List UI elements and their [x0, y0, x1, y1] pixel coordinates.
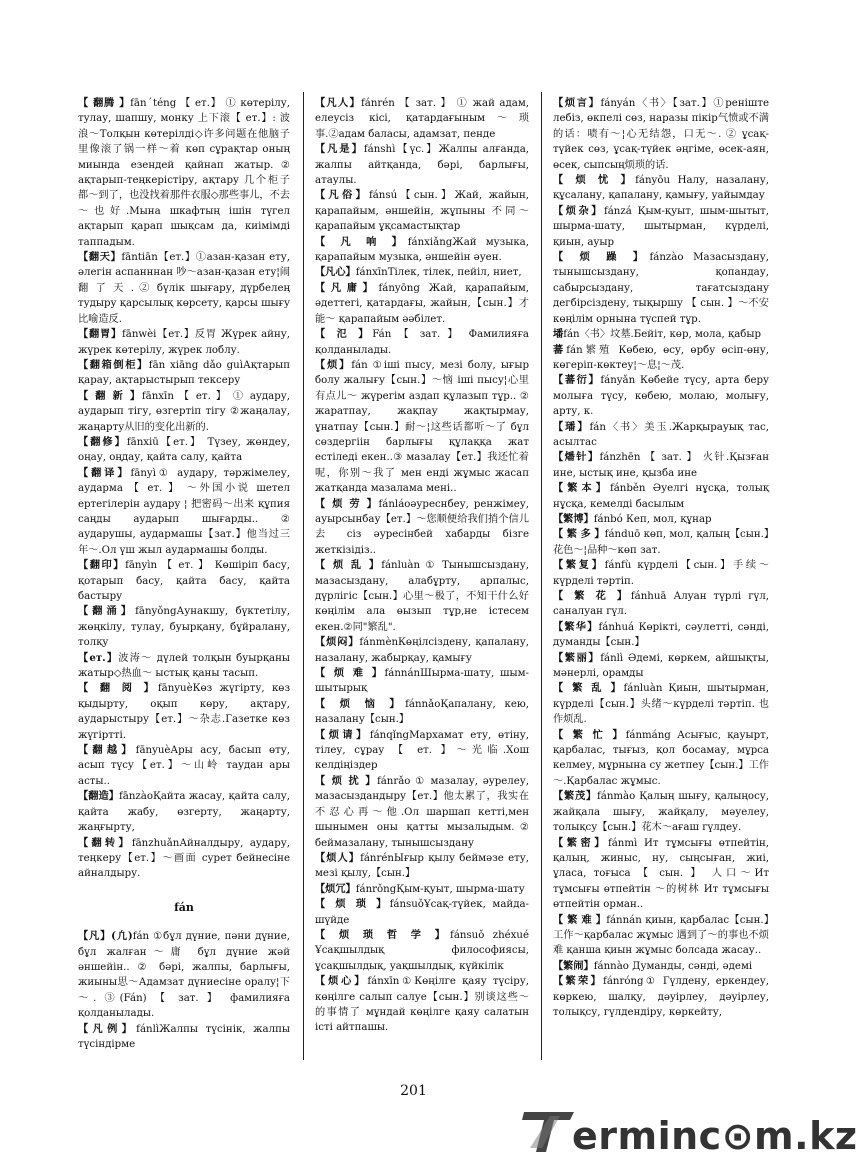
dictionary-entry	[553, 558, 769, 589]
entry-definition: fánmào Қалың шығу, қалыңосу, жайқала шығу, жайқалу, мәуелеу, толықсу【сын.】花木～ағаш гүлдеу.	[553, 791, 770, 834]
entry-headword: 【繁本】	[553, 482, 610, 495]
entry-headword: 【 烦 琐 】	[315, 898, 390, 911]
entry-definition: fányōu Налу, назалану, құсалану, қапалану, қамығу, уайымдау	[553, 175, 770, 202]
entry-definition: fánmì Ит тұмсығы өтпейтін, қалың, жиныс, ну, сыңсыған, жиі, ұласа, тоғыса 【 сын. 】 人口～Ит тұмсығы өтпейтін ～的树林 Ит тұмсығы өтпейтін орман..	[553, 837, 770, 911]
entry-definition: fānxiū【ет.】 Түзеу, жөндеу, оңау, оңдау, қайта салу, қайта	[78, 436, 290, 464]
entry-headword: 【璠】	[553, 420, 590, 433]
entry-definition: fánxīnТілек, тілек, пейіл, ниет,	[355, 267, 522, 279]
entry-definition: fānwèi【ет.】反胃 Жүрек айну, жүрек көтерілу, жүрек лоблу.	[78, 329, 290, 356]
entry-headword: 【翻造】	[78, 790, 119, 803]
entry-headword: 【翻译】	[78, 466, 131, 479]
entry-definition: fánmáng Асығыс, қауырт, қарбалас, тығыз, қол босамау, мұрса келмеу, мұрнына су жетпеу【сын.】工作～.Қарбалас жұмыс.	[553, 729, 770, 787]
entry-headword: 【ет.】	[78, 651, 119, 664]
entry-headword: 【烦请】	[315, 728, 370, 741]
entry-definition: fánrén 【 зат. 】 ① жай адам, елеусіз кісі, қатардағыным～琐事.②адам баласы, адамзат, пенде	[315, 98, 529, 140]
dictionary-entry	[553, 728, 769, 790]
entry-definition: fānxīn 【 ет. 】 ① аудару, аударып тігу, өзгертіп тігу ②жаңалау, жаңарту从旧的变化出新的.	[78, 390, 291, 433]
entry-headword: 【翻修】	[78, 435, 127, 448]
entry-definition: fánshì【үс.】Жалпы алғанда, жалпы айтқанда, бәрі, барлығы, атаулы.	[315, 144, 530, 187]
entry-headword: 【烦闷】	[315, 636, 360, 649]
entry-definition: fán ①іші пысу, мезі болу, ығыр болу жалығу【сын.】～恼 іші пысу¦心里有点儿～ жүрегім аздап құлазып тұр.. ② жаратпау, жақпау жақтырмау, ұнатпау【сын.】耐～¦这些话都听～了 бұл сөздергіін барлығы құлаққа жат естіледі екен..③ мазалау【ет.】我还忙着呢，你别～我了 мен енді жұмыс жасап жатқанда мазалама мені..	[315, 359, 529, 495]
entry-definition: fánxīn①Көңілге қаяу түсіру, көңілге салып салуе【сын.】别谈这些～的事情了 мұндай көңілге қаяу салатын істі айтпашы.	[315, 976, 529, 1034]
entry-headword: 【烦杂】	[553, 204, 604, 217]
dictionary-entry	[315, 897, 529, 928]
entry-definition: fānyǒngАунакшу, бүктетілу, жөңкілу, тулау, буырқану, бұйралану, толқу	[78, 606, 290, 649]
dictionary-entry	[315, 281, 529, 327]
entry-definition: fánrǒngҚым-қуыт, шырма-шату	[355, 883, 525, 895]
entry-headword: 【燔针】	[553, 451, 600, 464]
entry-headword: 【 烦 琐 哲 学 】	[315, 928, 451, 941]
entry-definition: fánbó Кеп, мол, құнар	[593, 513, 712, 525]
entry-definition: fánnào Думанды, сәнді, әдемі	[593, 960, 753, 972]
entry-headword: 【翻胃】	[78, 328, 122, 341]
entry-definition: fánduō көп, мол, қалың【сын.】花色～¦品种～көп зат.	[553, 529, 770, 556]
dictionary-entry	[315, 974, 529, 1036]
dictionary-entry	[315, 851, 529, 882]
dictionary-entry	[78, 1022, 290, 1053]
entry-headword: 【 繁 花 】	[553, 590, 631, 602]
entry-headword: 【凡例】	[78, 1022, 137, 1035]
dictionary-entry	[78, 604, 290, 650]
entry-headword: 【 烦 扰 】	[315, 774, 377, 787]
entry-definition: fánnánШырма-шату, шым-шытырық	[315, 668, 529, 695]
dictionary-entry	[78, 327, 290, 358]
entry-definition: fán ①бұл дүние, пәни дүние, бұл жалған～庸 бұл дүние жәй әншейін.. ② бәрі, жалпы, барлығы, жиыны思～Адамзат дүниесіне оралу¦下～. ③(Fán) 【 зат. 】 фамилияға қолданылады.	[78, 931, 290, 1020]
site-logo	[520, 1108, 857, 1158]
dictionary-entry	[553, 681, 769, 727]
dictionary-entry	[78, 250, 290, 327]
entry-headword: 【繁密】	[553, 836, 608, 849]
dictionary-entry	[78, 836, 290, 882]
dictionary-entry	[315, 728, 529, 774]
dictionary-entry	[553, 420, 769, 451]
entry-definition: fánzhēn 【 зат. 】 火针.Қызған ине, ыстық ине, қызба ине	[553, 452, 770, 479]
dictionary-entry	[315, 497, 529, 559]
entry-definition: fān xiāng dǎo guìАқтарып қарау, ақтарыстырып тексеру	[78, 359, 290, 387]
entry-definition: fánláoәуреснбеу, ренжімеу, ауырсынбау【ет.】～您顺便给我们捎个信儿去 сіз әуресінбей хабарды бізге жеткізідіз..	[315, 498, 529, 556]
dictionary-entry	[553, 789, 769, 835]
dictionary-entry	[78, 466, 290, 558]
entry-headword: 【凡是】	[315, 143, 364, 156]
entry-headword: 【 烦 忧 】	[553, 174, 636, 187]
entry-headword: 【 烦 乱 】	[315, 559, 382, 572]
entry-headword: 【 氾 】	[315, 328, 373, 341]
dictionary-entry	[553, 974, 769, 1020]
entry-definition: fánrǎo ① мазалау, әурелеу, мазасыздандыру【ет.】他太累了，我实在不忍心再～他.Ол шаршап кетті,мен шынымен оны қатты мызалыдым.② беймазалану, тынышсыздану	[315, 775, 530, 849]
entry-headword: 【翻涌】	[78, 605, 136, 618]
entry-headword: 【繁博】	[553, 512, 594, 525]
entry-definition: fánqǐngМархамат ету, өтіну, тілеу, сұрау 【 ет. 】～光临.Хош келдіңіздер	[315, 729, 530, 772]
dictionary-entry	[315, 327, 529, 358]
column-divider	[541, 92, 542, 1060]
dictionary-entry	[553, 250, 769, 327]
dictionary-entry	[553, 343, 769, 374]
dictionary-entry	[78, 929, 290, 1021]
dictionary-entry	[553, 959, 769, 974]
dictionary-entry	[315, 188, 529, 234]
entry-definition: fánluàn ① Тынышсыздану, мазасыздану, алабұрту, арпалыс, дүрлігіс【сын.】心里～极了，不知干什么好 көңілім ала өызып тұр,не істесем екен.②同"繁乱".	[315, 560, 530, 633]
dictionary-entry	[553, 620, 769, 651]
entry-definition: fányǎn Көбейе түсу, арта беру молыға түсу, көбею, молаю, молығу, арту, к.	[553, 375, 769, 418]
dictionary-entry	[553, 373, 769, 419]
entry-headword: 【繁闹】	[553, 959, 594, 972]
entry-headword: 【 繁 多 】	[553, 528, 605, 541]
entry-headword: 【 翻 新 】	[78, 389, 142, 402]
entry-headword: 【凡俗】	[315, 189, 369, 202]
entry-headword: 【 凡 响 】	[315, 235, 408, 248]
entry-definition: fánsuǒҰсақ-түйек, майда-шүйде	[315, 899, 529, 926]
entry-headword: 【凡】(凢)	[78, 930, 133, 943]
entry-definition: fánsú【сын.】Жай, жайын, қарапайым, әншейін, жұпыны 不同～ қарапайым ұқсамастықтар	[315, 190, 529, 233]
entry-headword: 【 烦 劳 】	[315, 497, 379, 510]
entry-headword: 【翻越】	[78, 744, 136, 757]
section-heading: fán	[174, 900, 194, 914]
logo-t-icon	[520, 1108, 578, 1156]
dictionary-entry	[553, 450, 769, 481]
entry-headword: 【烦】	[315, 358, 352, 371]
entry-definition: fánluàn Қиын, шытырман, күрделі【сын.】头绪～күрделі тәртіп. 也作烦乱.	[553, 683, 769, 726]
dictionary-entry	[78, 558, 290, 604]
dictionary-entry	[315, 142, 529, 188]
entry-list	[553, 96, 769, 1020]
dictionary-entry	[553, 527, 769, 558]
dictionary-entry	[78, 358, 290, 389]
entry-definition: fán〈书〉美玉.Жарқырауық тас, асылтас	[553, 421, 770, 448]
dictionary-entry	[315, 666, 529, 697]
entry-headword: 蕃	[553, 343, 567, 356]
entry-definition: fānyuèКөз жүгірту, көз қыдырту, оқып көру, ақтару, аударыстыру【ет.】～杂志.Газетке көз жүгіртті.	[78, 683, 291, 741]
dictionary-entry	[553, 589, 769, 620]
entry-definition: 波涛～ дүлей толқын буырқаны жатыр◇热血～ ыстық қаны тасып.	[78, 652, 291, 680]
entry-definition: fánróng① Гүлдену, еркендеу, көркею, шалқу, дәуірлеу, дәуірлеу, толықсу, гүлдендіру, көркейту,	[553, 976, 770, 1018]
dictionary-entry	[553, 836, 769, 913]
entry-definition: fānyì① аудару, тәржімелеу, аударма 【 ет. 】 ～外国小说 шетел ертегілерін аудару ¦ 把密码～出来 құпия саңды аударып шығарды.. ② аударушы, аудармашы【зат.】他当过三年～.Ол үш жыл аудармашы болды.	[78, 467, 291, 556]
entry-definition: fányōng Жай, қарапайым, әдеттегі, қатардағы, жайын,【сын.】才能～ қарапайым әәбілет.	[315, 282, 529, 325]
entry-headword: 【翻转】	[78, 836, 132, 849]
dictionary-entry	[553, 204, 769, 250]
entry-headword: 【繁丽】	[553, 651, 601, 664]
entry-definition: fānyuèАры асу, басып өту, асып түсу【ет.】～山岭 таудан ары асты..	[78, 745, 290, 787]
entry-definition: fānˊténg 【 ет.】 ① көтерілу, тулау, шапшу, монку 上下滚【 ет.】: 波浪～Толқын көтерілді◇许多问题在他脑子里像滚了锅一样～着 көп сұрақтар оның миында езендей қайнап жатыр.② ақтарып-теңкерістіру, ақтару 几个柜子都～到了，也没找着那件衣服◇那些事儿，不去～也好.Мына шкафтың ішін түгел ақтарып қарап шықсам да, киімімді таппадым.	[78, 98, 290, 248]
entry-headword: 【繁荣】	[553, 975, 604, 988]
dictionary-entry	[315, 635, 529, 666]
column-divider	[303, 92, 304, 1060]
entry-definition: fánzào Мазасыздану, тынышсыздану, қопандау, сабырсыздану, тағатсыздану дегбірсіздену, тықыршу 【 сын. 】～不安 көңілім орнына түспей тұр.	[553, 252, 770, 325]
entry-headword: 【翻天】	[78, 251, 122, 264]
entry-definition: fánlì Әдемі, көркем, айшықты, мәнерлі, орамды	[553, 652, 770, 680]
entry-definition: fánhuā Алуан түрлі гүл, саналуан гүл.	[553, 591, 770, 618]
dictionary-entry	[553, 327, 769, 342]
entry-definition: fánfù күрделі【сын.】手续～күрделі тәртіп.	[553, 560, 769, 587]
entry-headword: 【凡庸】	[315, 281, 379, 294]
dictionary-entry	[78, 789, 290, 835]
entry-definition: fānzhuǎnАйналдыру, аудару, теңкеру【ет.】～画面 сурет бейнесіне айналдыру.	[78, 837, 290, 880]
entry-headword: 【烦心】	[315, 975, 368, 988]
entry-definition: fānyìn 【 ет. 】 Көшіріп басу, қотарып басу, қайта басу, қайта бастыру	[78, 560, 291, 602]
entry-definition: fánnán қиын, қарбалас【сын.】工作～қарбалас жұмыс 遇到了～的事也不烦难 қанша қиын жұмыс болсада жасау..	[553, 914, 769, 957]
entry-headword: 【翻印】	[78, 559, 126, 572]
dictionary-entry	[315, 697, 529, 728]
entry-definition: fánlìЖалпы түсінік, жалпы түсіндірме	[78, 1023, 290, 1050]
entry-definition: fāntiān【ет.】①азан-қазан ету, әлегін аспанннан 吵～азан-қазан ету¦闹 翻 了 天 . ② бүлік шығару, дүрбелең тудыру қарсылық көрсету, қарсы шығу 比喻造反.	[78, 252, 290, 325]
entry-headword: 【繁华】	[553, 620, 599, 633]
column-left	[78, 96, 290, 1076]
entry-headword: 【 繁 难 】	[553, 913, 607, 926]
entry-headword: 【 翻 阅 】	[78, 682, 158, 695]
entry-headword: 【 烦 躁 】	[553, 251, 650, 264]
entry-definition: fán繁殖 Көбею, өсу, өрбу өсіп-өну, көгеріп-көктеу¦～息¦～茂.	[553, 344, 769, 371]
entry-list	[78, 929, 290, 1052]
dictionary-entry	[315, 96, 529, 142]
dictionary-entry	[78, 435, 290, 466]
dictionary-entry	[78, 743, 290, 789]
entry-list	[78, 96, 290, 882]
entry-list	[315, 96, 529, 1036]
entry-headword: 【 翻腾 】	[78, 97, 131, 109]
column-middle	[315, 96, 529, 1076]
entry-headword: 【 烦 恼 】	[315, 697, 406, 710]
entry-headword: 【翻箱倒柜】	[78, 358, 149, 371]
dictionary-entry	[78, 651, 290, 682]
column-right	[553, 96, 769, 1076]
dictionary-entry	[553, 96, 769, 173]
entry-definition: fánmènКөңілсіздену, қапалану, назалану, жабырқау, қамығу	[315, 637, 529, 664]
entry-definition: fánzá Қым-қуыт, шым-шытыт, шырма-шату, шытырман, күрделі, қиын, ауыр	[553, 205, 770, 248]
dictionary-entry	[553, 512, 769, 527]
entry-headword: 墦	[553, 328, 564, 341]
dictionary-entry	[315, 774, 529, 851]
dictionary-entry	[315, 358, 529, 497]
entry-headword: 【繁茂】	[553, 790, 597, 803]
dictionary-entry	[315, 558, 529, 635]
dictionary-entry	[78, 389, 290, 435]
entry-headword: 【烦冗】	[315, 882, 356, 895]
entry-definition: fányán〈书〉【зат.】①реніште лебіз, өкпелі сөз, наразы пікір气愤或不满的话：啧有～¦心无结怨，口无～. ② ұсақ-түйек сөз, ұсақ-түйек әңгіме, өсек-аян, өсек, сыпсың烦琐的话.	[553, 98, 770, 171]
entry-headword: 【烦人】	[315, 851, 361, 864]
dictionary-entry	[315, 882, 529, 897]
entry-definition: fánrénЫғыр қылу беймәзе ету, мезі қылу,【сын.】	[315, 852, 529, 880]
dictionary-entry	[78, 681, 290, 743]
entry-definition: fánběn Әуелгі нұсқа, толық нұсқа, кемелді басылым	[553, 483, 770, 510]
dictionary-entry	[78, 96, 290, 250]
entry-definition: fán〈书〉坟墓.Бейіт, көр, мола, қабыр	[563, 329, 762, 341]
page-number: 201	[400, 1083, 427, 1099]
dictionary-entry	[553, 173, 769, 204]
entry-definition: fánsuǒ zhéxué Ұсақшылдық философиясы, ұсақшылдық, уақшылдық, күйкілік	[315, 929, 530, 972]
entry-definition: fánnǎoҚапалану, кею, назалану【сын.】	[315, 698, 529, 726]
entry-definition: fánhuá Көрікті, сәулетті, сәнді, думанды【сын.】	[553, 621, 770, 649]
logo-text: erminc⊙m.kz	[572, 1114, 857, 1158]
dictionary-entry	[315, 265, 529, 280]
entry-headword: 【 繁 忙 】	[553, 728, 626, 741]
entry-headword: 【 繁 乱 】	[553, 682, 624, 695]
entry-definition: Fán 【 зат. 】 Фамилияға қолданылады.	[315, 329, 530, 356]
entry-headword: 【凡心】	[315, 266, 356, 279]
dictionary-entry	[553, 913, 769, 959]
entry-headword: 【烦言】	[553, 97, 601, 109]
entry-definition: fánxiǎngЖай музыка, қарапайым музыка, әншейін әуен.	[315, 236, 529, 264]
entry-definition: fānzàoҚайта жасау, қайта салу, қайта жабу, өзгерту, жаңарту, жаңғырту,	[78, 791, 290, 834]
dictionary-entry	[553, 481, 769, 512]
dictionary-entry	[315, 928, 529, 974]
dictionary-entry	[553, 651, 769, 682]
entry-headword: 【 烦 难 】	[315, 667, 385, 680]
entry-headword: 【繁复】	[553, 559, 605, 572]
dictionary-entry	[315, 235, 529, 266]
entry-headword: 【凡人】	[315, 97, 361, 109]
entry-headword: 【蕃衍】	[553, 374, 601, 387]
